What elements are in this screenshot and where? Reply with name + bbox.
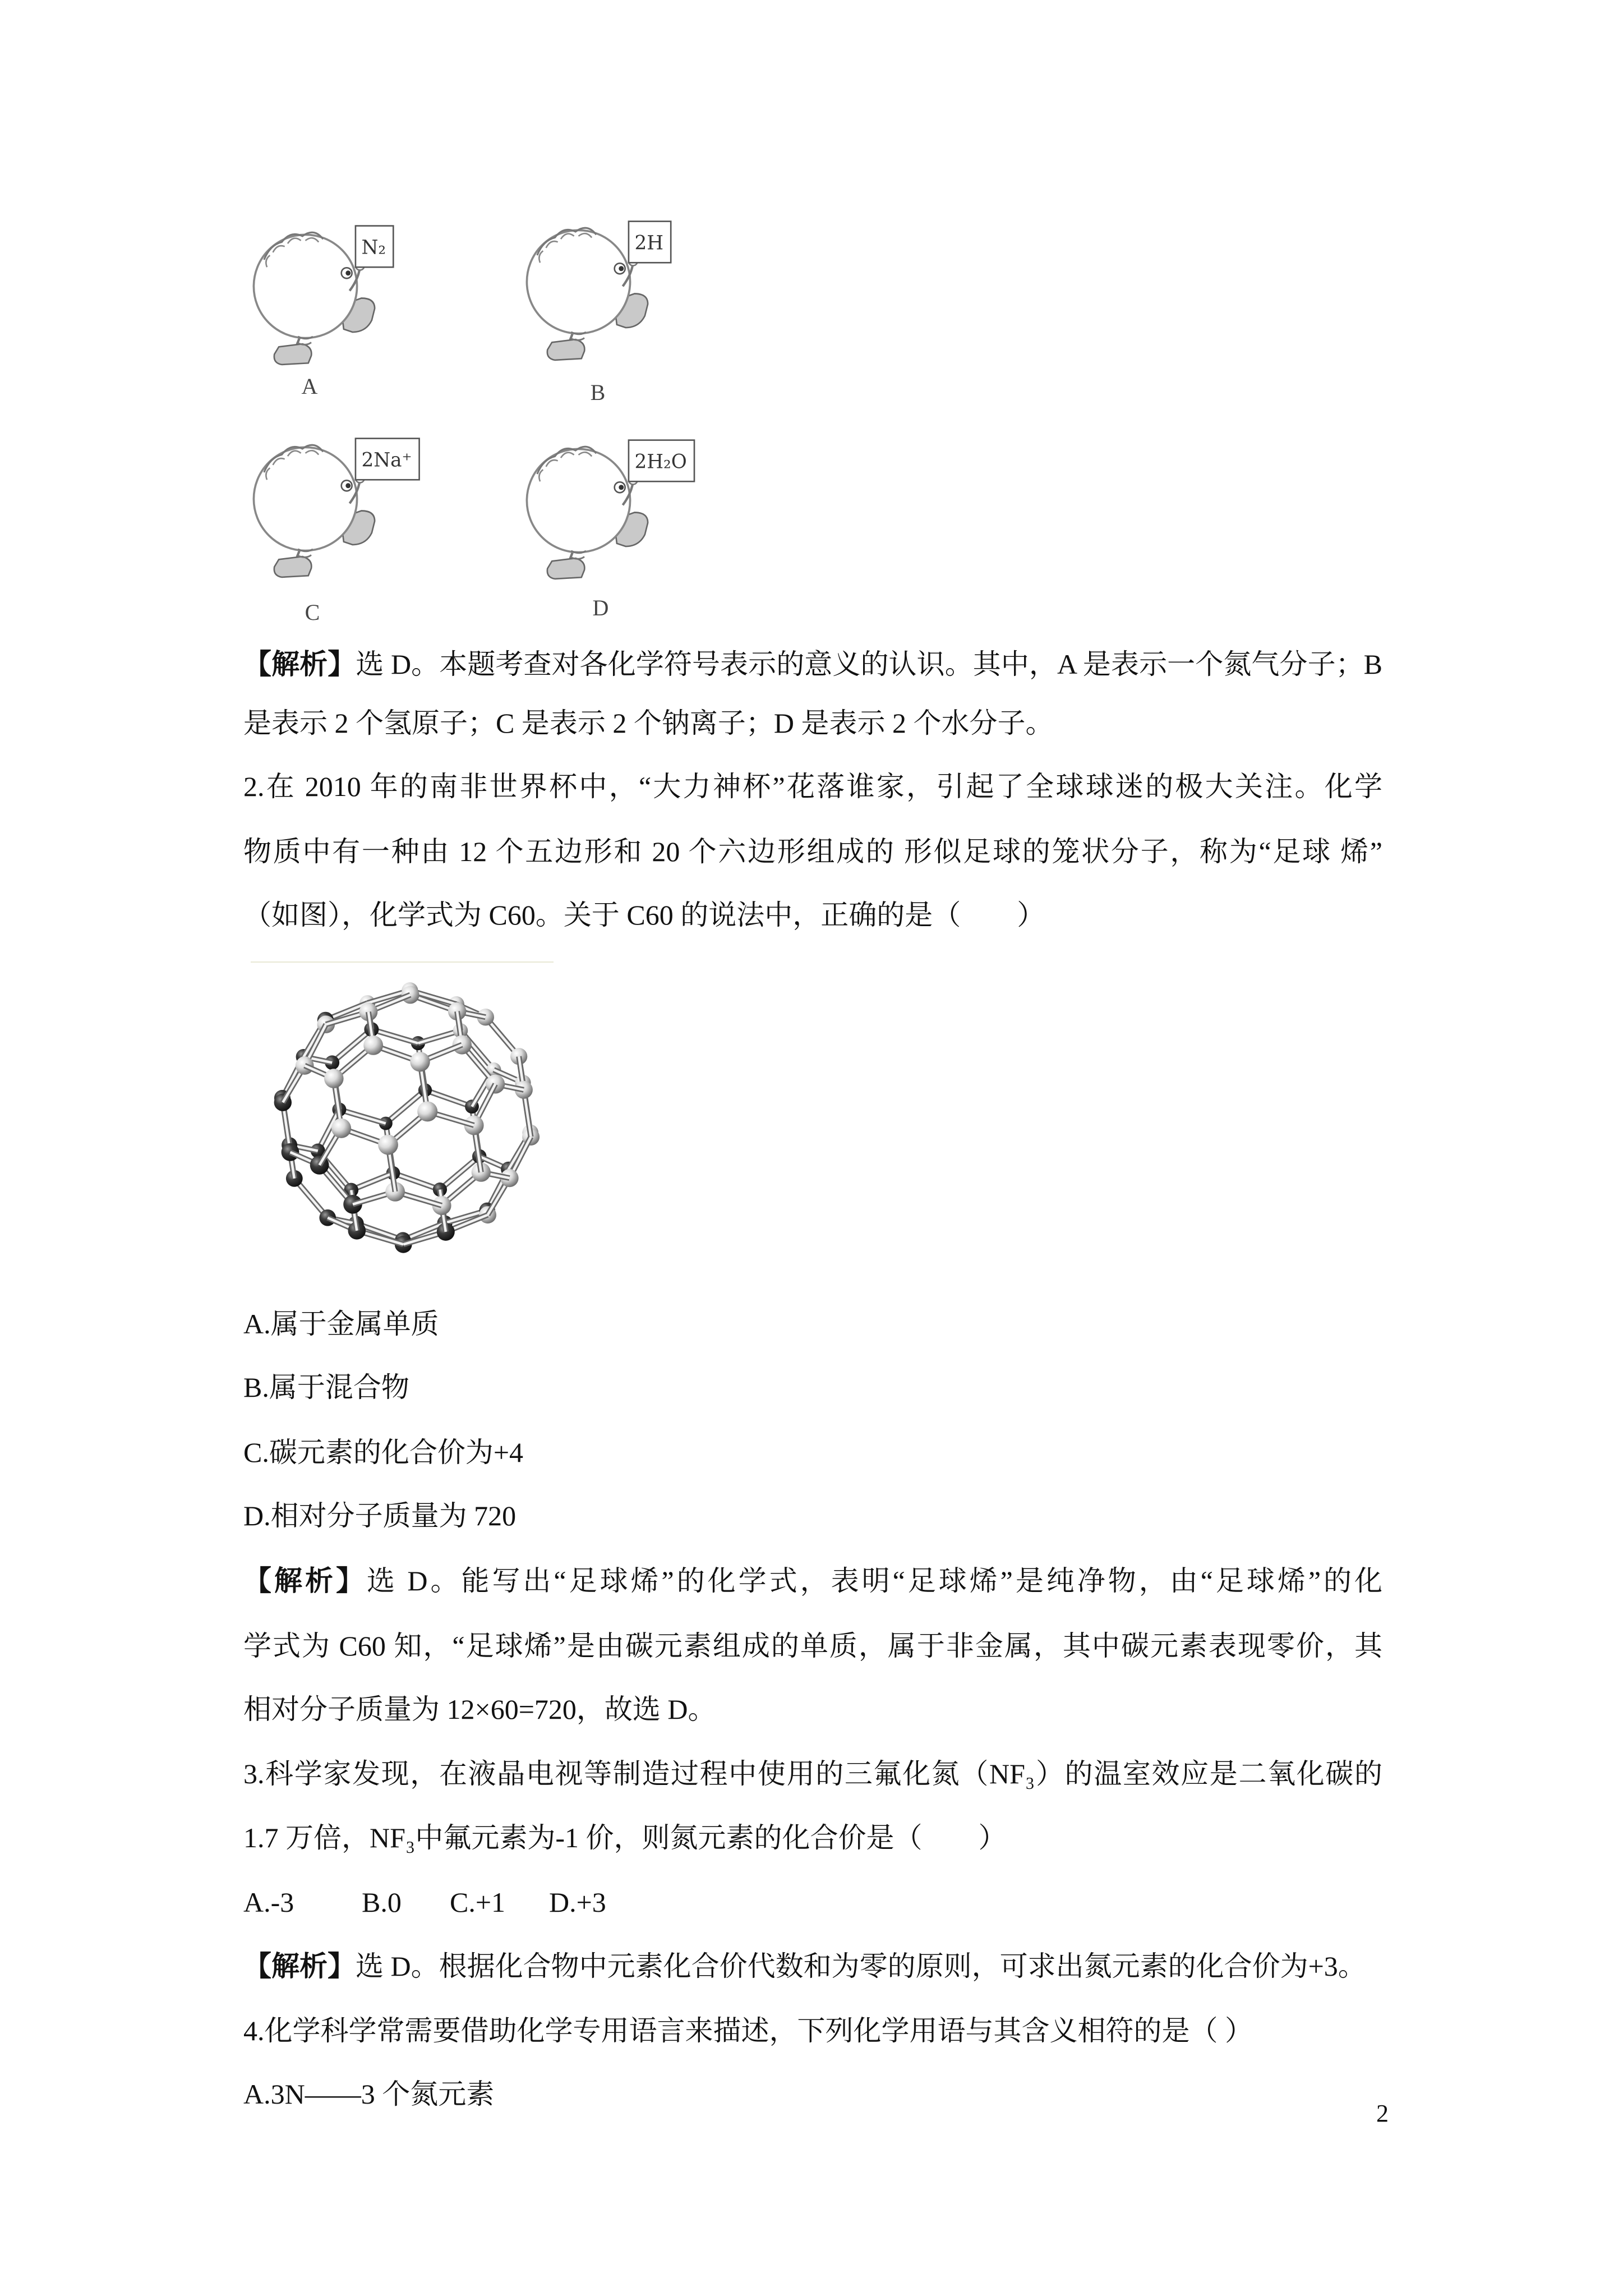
c60-fullerene-image <box>255 966 558 1269</box>
q3-option: A.-3 <box>243 1887 294 1918</box>
q2-stem-line: （如图），化学式为 C60。关于 C60 的说法中，正确的是（ ） <box>243 899 1045 931</box>
cartoon-figure-a <box>243 220 435 376</box>
q3-options-row <box>243 1880 1382 1925</box>
analysis-label: 【解析】 <box>243 648 356 680</box>
carbon-atom <box>410 1052 430 1071</box>
q1-analysis-line: 是表示 2 个氢原子；C 是表示 2 个钠离子；D 是表示 2 个水分子。 <box>243 707 1054 739</box>
carbon-atom <box>363 1036 383 1055</box>
carbon-atom <box>378 1135 398 1155</box>
analysis-label: 【解析】 <box>243 1950 356 1982</box>
q2-option: C.碳元素的化合价为+4 <box>243 1437 524 1468</box>
q3-option: B.0 <box>362 1887 402 1918</box>
q3-analysis-line <box>243 1944 1382 1989</box>
analysis-label: 【解析】 <box>243 1565 367 1596</box>
q2-option: D.相对分子质量为 720 <box>243 1500 517 1531</box>
cartoon-figure-b <box>517 215 708 372</box>
figure-option-label: A <box>301 374 318 399</box>
cartoon-figure-c <box>243 432 435 589</box>
analysis-text: 选 D。本题考查对各化学符号表示的意义的认识。其中，A 是表示一个氮气分子；B <box>356 648 1383 680</box>
q2-stem-line: 物质中有一种由 12 个五边形和 20 个六边形组成的 形似足球的笼状分子，称为“足球 烯” <box>243 836 1382 867</box>
chemical-symbol: 2Na⁺ <box>361 449 412 472</box>
analysis-text: 选 D。根据化合物中元素化合价代数和为零的原则，可求出氮元素的化合价为+3。 <box>356 1950 1366 1982</box>
q2-analysis-line <box>243 1558 1382 1603</box>
q4-stem-line: 4.化学科学常需要借助化学专用语言来描述，下列化学用语与其含义相符的是（ ） <box>243 2015 1253 2046</box>
q3-stem-line: 1.7 万倍，NF₃中氟元素为-1 价，则氮元素的化合价是（ ） <box>243 1822 1007 1853</box>
cartoon-figure-d <box>517 434 708 591</box>
chemical-symbol: N₂ <box>361 236 386 259</box>
q3-stem-line: 3.科学家发现，在液晶电视等制造过程中使用的三氟化氮（NF₃）的温室效应是二氧化碳的 <box>243 1758 1382 1789</box>
chemical-symbol: 2H <box>634 232 664 255</box>
q2-stem-line: 2.在 2010 年的南非世界杯中，“大力神杯”花落谁家，引起了全球球迷的极大关注。化学 <box>243 771 1382 802</box>
q2-option: A.属于金属单质 <box>243 1308 439 1340</box>
carbon-atom <box>324 1069 344 1088</box>
c60-molecule <box>274 982 540 1253</box>
carbon-atom <box>331 1119 351 1138</box>
analysis-text: 选 D。能写出“足球烯”的化学式，表明“足球烯”是纯净物，由“足球烯”的化 <box>366 1565 1383 1596</box>
q3-option: C.+1 <box>450 1887 506 1918</box>
q2-option: B.属于混合物 <box>243 1372 409 1403</box>
q1-analysis-line <box>243 642 1382 687</box>
q2-analysis-line: 学式为 C60 知，“足球烯”是由碳元素组成的单质，属于非金属，其中碳元素表现零价，其 <box>243 1630 1382 1662</box>
q3-option: D.+3 <box>549 1887 606 1918</box>
image-divider <box>251 961 554 963</box>
page-number: 2 <box>1376 2100 1389 2127</box>
chemical-symbol: 2H₂O <box>634 450 687 473</box>
figure-option-label: B <box>590 380 606 405</box>
q4-option: A.3N——3 个氮元素 <box>243 2078 495 2110</box>
figure-option-label: D <box>592 595 609 620</box>
carbon-atom <box>417 1101 437 1121</box>
figure-option-label: C <box>305 600 320 625</box>
q2-analysis-line: 相对分子质量为 12×60=720，故选 D。 <box>243 1694 716 1725</box>
